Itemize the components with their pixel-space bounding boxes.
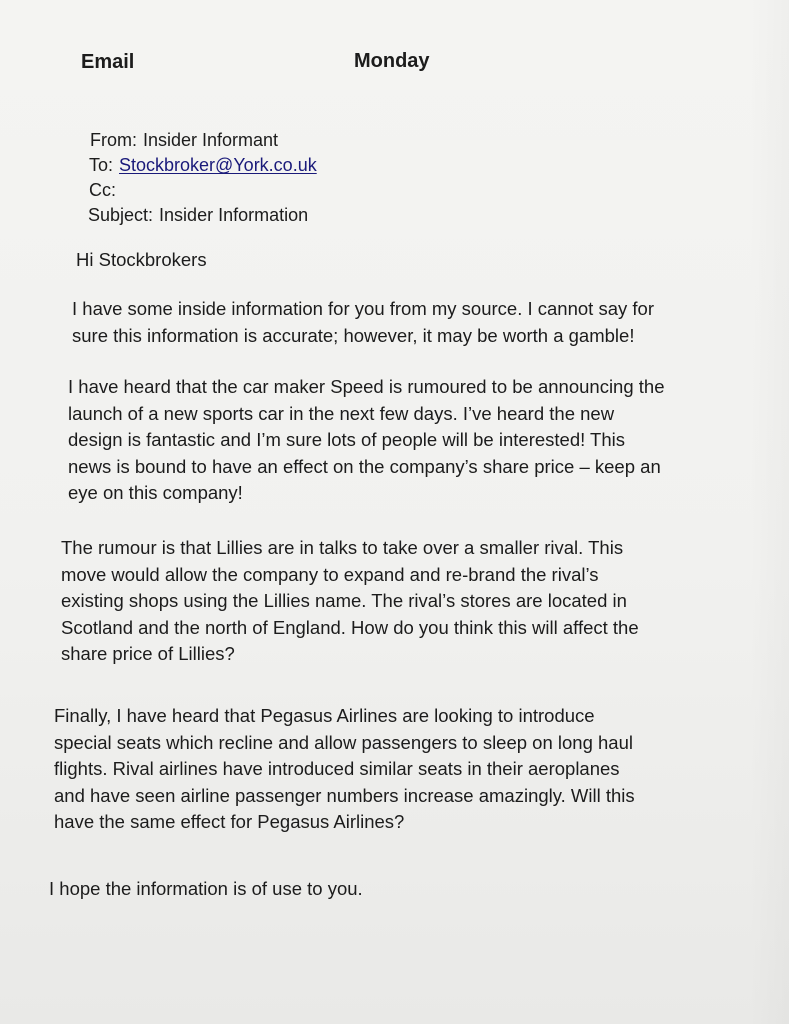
paragraph-line: Scotland and the north of England. How do you think this will affect the (61, 616, 639, 638)
day-label: Monday (354, 50, 430, 72)
paragraph-line: eye on this company! (68, 482, 243, 503)
from-value: Insider Informant (143, 130, 279, 150)
paragraph-line: existing shops using the Lillies name. The rival’s stores are located in (61, 590, 627, 611)
to-email-link[interactable]: Stockbroker@York.co.uk (119, 155, 317, 175)
paragraph-line: I have some inside information for you from my source. I cannot say for (72, 298, 654, 319)
paragraph-line: have the same effect for Pegasus Airlines? (54, 811, 405, 832)
paragraph-line: share price of Lillies? (61, 643, 235, 664)
subject-label: Subject: (88, 205, 154, 225)
to-label: To: (89, 155, 114, 175)
paragraph-line: and have seen airline passenger numbers increase amazingly. Will this (54, 784, 635, 806)
paragraph-line: launch of a new sports car in the next few days. I’ve heard the new (68, 402, 615, 424)
paragraph-line: move would allow the company to expand and re-brand the rival’s (61, 563, 599, 585)
paragraph-line: Finally, I have heard that Pegasus Airlines are looking to introduce (54, 705, 595, 726)
paragraph-3 (61, 535, 639, 668)
paragraph-line: The rumour is that Lillies are in talks to take over a smaller rival. This (61, 537, 624, 558)
to-line (89, 154, 317, 176)
cc-label: Cc: (89, 180, 116, 200)
paragraph-line: design is fantastic and I’m sure lots of people will be interested! This (68, 429, 626, 450)
from-label: From: (90, 130, 137, 150)
paragraph-line: news is bound to have an effect on the company’s share price – keep an (68, 455, 661, 477)
document-type-label: Email (81, 51, 135, 73)
paragraph-2 (68, 374, 665, 507)
subject-value: Insider Information (159, 205, 309, 225)
closing-line: I hope the information is of use to you. (49, 878, 363, 899)
paragraph-line: I have heard that the car maker Speed is rumoured to be announcing the (68, 376, 665, 397)
greeting: Hi Stockbrokers (76, 249, 207, 270)
paragraph-4 (54, 703, 635, 836)
paragraph-line: sure this information is accurate; however, it may be worth a gamble! (72, 324, 635, 346)
subject-line (88, 204, 308, 226)
paragraph-1 (72, 296, 654, 349)
cc-line (89, 179, 122, 201)
page-edge-shadow (749, 0, 789, 1024)
paragraph-line: special seats which recline and allow passengers to sleep on long haul (54, 731, 633, 753)
paragraph-line: flights. Rival airlines have introduced similar seats in their aeroplanes (54, 758, 620, 779)
from-line (90, 129, 278, 151)
